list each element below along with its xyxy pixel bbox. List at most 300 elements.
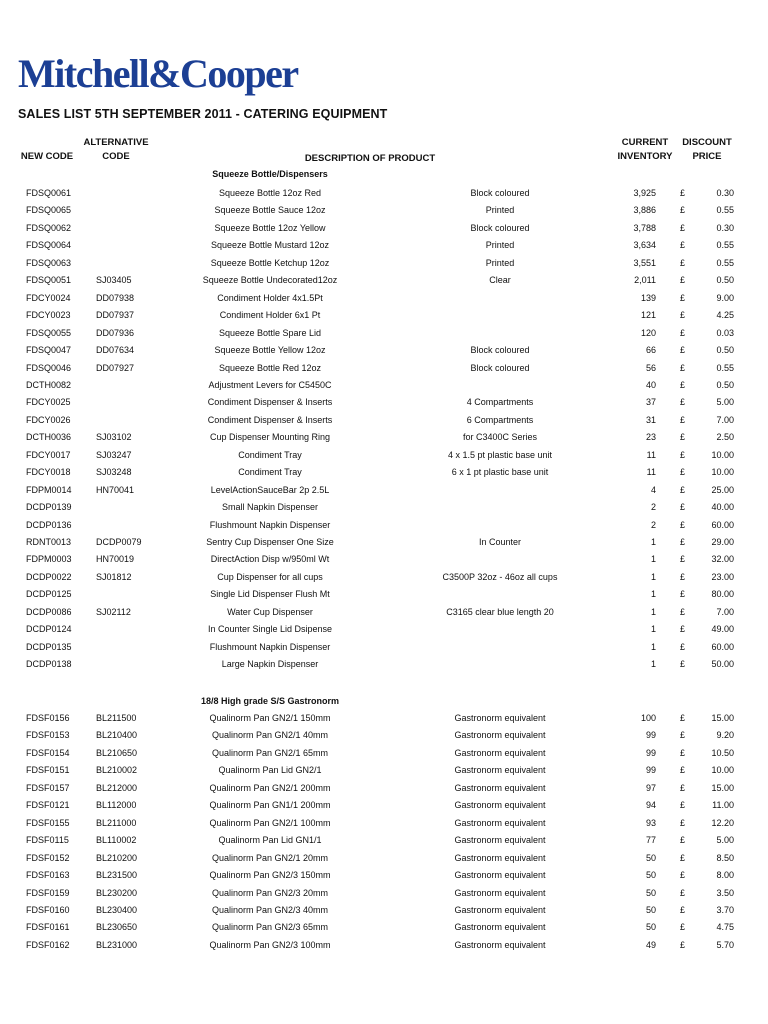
item-code: DCDP0135 — [26, 641, 72, 652]
alternative-code: DD07937 — [96, 310, 135, 321]
alternative-code: DD07927 — [96, 362, 135, 373]
alternative-code: DD07936 — [96, 327, 135, 338]
company-logo: Mitchell&Cooper — [18, 51, 298, 96]
table-row — [0, 762, 768, 779]
discount-price: 15.00 — [711, 782, 734, 793]
discount-price: 0.03 — [716, 327, 734, 338]
alternative-code: HN70019 — [96, 554, 135, 565]
table-row — [0, 220, 768, 237]
alternative-code: BL211500 — [96, 713, 137, 723]
product-note: Printed — [485, 240, 515, 251]
item-code: FDSF0163 — [26, 870, 70, 881]
table-row — [0, 621, 768, 638]
item-code: DCDP0138 — [26, 659, 72, 670]
item-code: FDSF0159 — [26, 887, 70, 898]
product-description: Squeeze Bottle Yellow 12oz — [214, 345, 326, 356]
discount-price: 12.20 — [711, 817, 734, 828]
discount-price: 9.20 — [716, 730, 734, 741]
product-note: Gastronorm equivalent — [454, 835, 546, 846]
current-inventory: 4 — [650, 484, 656, 495]
current-inventory: 1 — [650, 624, 656, 635]
item-code: FDPM0014 — [26, 484, 72, 495]
product-note: Gastronorm equivalent — [454, 782, 546, 793]
current-inventory: 37 — [645, 397, 656, 408]
discount-price: 25.00 — [711, 484, 734, 495]
current-inventory: 1 — [650, 589, 656, 600]
product-description: Qualinorm Pan GN2/1 100mm — [209, 817, 331, 828]
product-note: Clear — [489, 275, 511, 286]
alternative-code: SJ03248 — [96, 467, 132, 478]
table-row — [0, 867, 768, 884]
product-description: DirectAction Disp w/950ml Wt — [210, 554, 330, 565]
alternative-code: BL230200 — [96, 887, 138, 898]
discount-price: 7.00 — [716, 414, 734, 425]
discount-price: 15.00 — [711, 713, 734, 723]
discount-price: 32.00 — [711, 554, 734, 565]
currency-symbol: £ — [680, 432, 686, 443]
product-description: Qualinorm Pan GN2/1 65mm — [211, 747, 329, 758]
product-note: Gastronorm equivalent — [454, 747, 546, 758]
product-note: Gastronorm equivalent — [454, 852, 546, 863]
alternative-code: BL230400 — [96, 904, 138, 915]
currency-symbol: £ — [680, 713, 686, 723]
currency-symbol: £ — [680, 800, 686, 811]
current-inventory: 3,788 — [633, 222, 656, 233]
product-description: Qualinorm Pan Lid GN1/1 — [218, 835, 322, 846]
table-row — [0, 290, 768, 307]
item-code: FDSQ0065 — [26, 205, 72, 216]
current-inventory: 2 — [650, 502, 656, 513]
currency-symbol: £ — [680, 939, 686, 950]
discount-price: 8.00 — [716, 870, 734, 881]
item-code: FDCY0025 — [26, 397, 71, 408]
header-alt-code — [80, 136, 152, 164]
discount-price: 29.00 — [711, 537, 734, 547]
alternative-code: BL212000 — [96, 782, 138, 793]
current-inventory: 97 — [645, 782, 656, 793]
discount-price: 5.00 — [716, 397, 734, 408]
product-note: Gastronorm equivalent — [454, 765, 546, 776]
currency-symbol: £ — [680, 502, 686, 513]
item-code: DCDP0022 — [26, 571, 72, 582]
currency-symbol: £ — [680, 222, 686, 233]
product-note: Gastronorm equivalent — [454, 713, 546, 723]
alternative-code: BL210200 — [96, 852, 138, 863]
current-inventory: 77 — [645, 835, 656, 846]
discount-price: 10.00 — [711, 449, 734, 460]
discount-price: 0.50 — [716, 275, 734, 286]
currency-symbol: £ — [680, 835, 686, 846]
item-code: FDSQ0064 — [26, 240, 72, 251]
product-note: Gastronorm equivalent — [454, 904, 546, 915]
discount-price: 7.00 — [716, 606, 734, 617]
current-inventory: 99 — [645, 730, 656, 741]
product-note: Block coloured — [470, 345, 530, 356]
discount-price: 0.50 — [716, 345, 734, 356]
current-inventory: 1 — [650, 641, 656, 652]
alternative-code: DCDP0079 — [96, 537, 142, 547]
product-description: In Counter Single Lid Dsipense — [207, 624, 333, 635]
product-note: Gastronorm equivalent — [454, 800, 546, 811]
discount-price: 10.00 — [711, 765, 734, 776]
current-inventory: 93 — [645, 817, 656, 828]
product-note: Gastronorm equivalent — [454, 887, 546, 898]
current-inventory: 3,551 — [633, 257, 656, 268]
product-description: Water Cup Dispenser — [227, 606, 313, 617]
table-row — [0, 499, 768, 516]
discount-price: 8.50 — [716, 852, 734, 863]
product-description: Sentry Cup Dispenser One Size — [206, 537, 334, 547]
product-description: Squeeze Bottle Mustard 12oz — [210, 240, 330, 251]
currency-symbol: £ — [680, 292, 686, 303]
current-inventory: 100 — [640, 713, 656, 723]
table-row — [0, 377, 768, 394]
table-row — [0, 902, 768, 919]
alternative-code: DD07938 — [96, 292, 135, 303]
item-code: DCDP0136 — [26, 519, 72, 530]
currency-symbol: £ — [680, 275, 686, 286]
product-note: C3500P 32oz - 46oz all cups — [442, 571, 558, 582]
product-description: Qualinorm Pan GN2/3 100mm — [209, 939, 331, 950]
header-price-line1: DISCOUNT — [682, 137, 732, 148]
item-code: FDSQ0062 — [26, 222, 72, 233]
currency-symbol: £ — [680, 519, 686, 530]
alternative-code: BL230650 — [96, 922, 138, 933]
product-note: 6 x 1 pt plastic base unit — [451, 467, 549, 478]
current-inventory: 66 — [645, 345, 656, 356]
discount-price: 3.70 — [716, 904, 734, 915]
currency-symbol: £ — [680, 730, 686, 741]
current-inventory: 99 — [645, 747, 656, 758]
product-note: Gastronorm equivalent — [454, 870, 546, 881]
page-title: SALES LIST 5TH SEPTEMBER 2011 - CATERING EQUIPMENT — [18, 107, 388, 121]
currency-symbol: £ — [680, 327, 686, 338]
current-inventory: 23 — [645, 432, 656, 443]
table-row — [0, 325, 768, 342]
header-description: DESCRIPTION OF PRODUCT — [304, 153, 436, 164]
product-description: Qualinorm Pan GN2/1 200mm — [209, 782, 331, 793]
product-description: Squeeze Bottle Undecorated12oz — [202, 275, 338, 286]
currency-symbol: £ — [680, 188, 686, 198]
current-inventory: 139 — [640, 292, 656, 303]
product-description: Single Lid Dispenser Flush Mt — [210, 589, 330, 600]
table-row — [0, 919, 768, 936]
item-code: FDCY0018 — [26, 467, 71, 478]
alternative-code: BL211000 — [96, 817, 137, 828]
alternative-code: BL210650 — [96, 747, 138, 758]
alternative-code: SJ03102 — [96, 432, 132, 443]
current-inventory: 50 — [645, 922, 656, 933]
currency-symbol: £ — [680, 571, 686, 582]
table-row — [0, 569, 768, 586]
item-code: FDCY0024 — [26, 292, 71, 303]
product-description: Condiment Dispenser & Inserts — [207, 414, 333, 425]
product-note: In Counter — [478, 537, 522, 547]
discount-price: 0.50 — [716, 379, 734, 390]
item-code: FDSF0160 — [26, 904, 70, 915]
header-inventory — [610, 136, 680, 164]
currency-symbol: £ — [680, 397, 686, 408]
discount-price: 3.50 — [716, 887, 734, 898]
product-description: Condiment Holder 6x1 Pt — [219, 310, 321, 321]
current-inventory: 1 — [650, 554, 656, 565]
item-code: FDSQ0063 — [26, 257, 72, 268]
discount-price: 10.50 — [711, 747, 734, 758]
product-note: Gastronorm equivalent — [454, 922, 546, 933]
currency-symbol: £ — [680, 659, 686, 670]
discount-price: 0.55 — [716, 240, 734, 251]
product-description: Flushmount Napkin Dispenser — [209, 641, 331, 652]
item-code: DCDP0139 — [26, 502, 72, 513]
table-row — [0, 360, 768, 377]
header-alt-code-line2: CODE — [102, 151, 130, 162]
product-note: Gastronorm equivalent — [454, 939, 546, 950]
table-row — [0, 604, 768, 621]
product-note: Gastronorm equivalent — [454, 817, 546, 828]
item-code: FDSF0155 — [26, 817, 70, 828]
product-description: Qualinorm Pan Lid GN2/1 — [218, 765, 322, 776]
item-code: FDSF0154 — [26, 747, 70, 758]
alternative-code: BL110002 — [96, 835, 137, 846]
table-row — [0, 272, 768, 289]
currency-symbol: £ — [680, 362, 686, 373]
discount-price: 0.30 — [716, 188, 734, 198]
product-note: 4 Compartments — [466, 397, 534, 408]
currency-symbol: £ — [680, 606, 686, 617]
item-code: FDSF0115 — [26, 835, 69, 846]
current-inventory: 50 — [645, 852, 656, 863]
current-inventory: 1 — [650, 659, 656, 670]
currency-symbol: £ — [680, 484, 686, 495]
item-code: FDSF0152 — [26, 852, 70, 863]
product-description: Cup Dispenser for all cups — [217, 571, 323, 582]
section-title: Squeeze Bottle/Dispensers — [212, 169, 328, 179]
current-inventory: 11 — [646, 449, 656, 460]
table-row — [0, 551, 768, 568]
item-code: FDSF0162 — [26, 939, 70, 950]
discount-price: 49.00 — [711, 624, 734, 635]
currency-symbol: £ — [680, 310, 686, 321]
alternative-code: BL112000 — [96, 800, 137, 811]
product-note: Block coloured — [470, 222, 530, 233]
product-description: Squeeze Bottle Red 12oz — [218, 362, 322, 373]
item-code: FDCY0026 — [26, 414, 71, 425]
current-inventory: 40 — [645, 379, 656, 390]
header-inventory-line2: INVENTORY — [617, 151, 673, 162]
header-inventory-line1: CURRENT — [621, 137, 669, 148]
currency-symbol: £ — [680, 589, 686, 600]
currency-symbol: £ — [680, 852, 686, 863]
product-description: Condiment Tray — [238, 449, 302, 460]
discount-price: 5.70 — [716, 939, 734, 950]
table-row — [0, 586, 768, 603]
item-code: FDSF0153 — [26, 730, 70, 741]
current-inventory: 50 — [645, 887, 656, 898]
item-code: DCDP0124 — [26, 624, 72, 635]
table-row — [0, 464, 768, 481]
product-description: Qualinorm Pan GN2/1 20mm — [211, 852, 329, 863]
product-description: Qualinorm Pan GN2/3 20mm — [211, 887, 329, 898]
product-description: Qualinorm Pan GN2/3 40mm — [211, 904, 329, 915]
item-code: FDSQ0055 — [26, 327, 72, 338]
current-inventory: 50 — [645, 904, 656, 915]
alternative-code: BL210002 — [96, 765, 138, 776]
alternative-code: SJ03247 — [96, 449, 132, 460]
item-code: FDCY0017 — [26, 449, 71, 460]
alternative-code: DD07634 — [96, 345, 135, 356]
table-row — [0, 517, 768, 534]
table-row — [0, 710, 768, 727]
table-row — [0, 534, 768, 551]
header-price — [676, 136, 738, 164]
currency-symbol: £ — [680, 870, 686, 881]
currency-symbol: £ — [680, 765, 686, 776]
table-row — [0, 832, 768, 849]
current-inventory: 120 — [640, 327, 656, 338]
discount-price: 0.55 — [716, 362, 734, 373]
current-inventory: 1 — [650, 571, 656, 582]
item-code: FDSF0161 — [26, 922, 70, 933]
product-description: Squeeze Bottle Sauce 12oz — [214, 205, 326, 216]
discount-price: 4.25 — [716, 310, 734, 321]
item-code: FDSF0156 — [26, 713, 70, 723]
table-row — [0, 237, 768, 254]
product-note: for C3400C Series — [462, 432, 538, 443]
current-inventory: 99 — [645, 765, 656, 776]
section-title: 18/8 High grade S/S Gastronorm — [200, 696, 340, 706]
discount-price: 60.00 — [711, 641, 734, 652]
item-code: DCDP0086 — [26, 606, 72, 617]
product-description: Adjustment Levers for C5450C — [208, 379, 332, 390]
alternative-code: SJ01812 — [96, 571, 132, 582]
product-note: 4 x 1.5 pt plastic base unit — [447, 449, 553, 460]
current-inventory: 3,925 — [633, 188, 656, 198]
discount-price: 10.00 — [711, 467, 734, 478]
currency-symbol: £ — [680, 554, 686, 565]
current-inventory: 2 — [650, 519, 656, 530]
table-row — [0, 885, 768, 902]
current-inventory: 50 — [645, 870, 656, 881]
product-description: Large Napkin Dispenser — [221, 659, 319, 670]
discount-price: 5.00 — [716, 835, 734, 846]
current-inventory: 3,886 — [633, 205, 656, 216]
currency-symbol: £ — [680, 887, 686, 898]
table-row — [0, 447, 768, 464]
currency-symbol: £ — [680, 782, 686, 793]
table-row — [0, 815, 768, 832]
discount-price: 60.00 — [711, 519, 734, 530]
table-row — [0, 745, 768, 762]
current-inventory: 94 — [645, 800, 656, 811]
currency-symbol: £ — [680, 747, 686, 758]
discount-price: 11.00 — [712, 800, 734, 811]
product-description: Qualinorm Pan GN2/3 65mm — [211, 922, 329, 933]
table-row — [0, 429, 768, 446]
currency-symbol: £ — [680, 904, 686, 915]
table-row — [0, 342, 768, 359]
currency-symbol: £ — [680, 817, 686, 828]
header-new-code: NEW CODE — [20, 151, 74, 162]
currency-symbol: £ — [680, 922, 686, 933]
item-code: FDCY0023 — [26, 310, 71, 321]
header-price-line2: PRICE — [692, 151, 722, 162]
current-inventory: 2,011 — [634, 275, 656, 286]
table-row — [0, 797, 768, 814]
table-row — [0, 656, 768, 673]
table-row — [0, 202, 768, 219]
product-description: Condiment Tray — [238, 467, 302, 478]
alternative-code: BL231500 — [96, 870, 138, 881]
currency-symbol: £ — [680, 414, 686, 425]
current-inventory: 11 — [646, 467, 656, 478]
current-inventory: 31 — [645, 414, 656, 425]
currency-symbol: £ — [680, 467, 686, 478]
currency-symbol: £ — [680, 345, 686, 356]
alternative-code: SJ03405 — [96, 275, 132, 286]
product-note: Block coloured — [470, 188, 530, 198]
alternative-code: BL210400 — [96, 730, 138, 741]
currency-symbol: £ — [680, 205, 686, 216]
item-code: FDSQ0061 — [26, 188, 72, 198]
product-description: Qualinorm Pan GN2/3 150mm — [209, 870, 331, 881]
product-note: Printed — [485, 257, 515, 268]
alternative-code: BL231000 — [96, 939, 138, 950]
table-row — [0, 937, 768, 954]
product-note: C3165 clear blue length 20 — [446, 606, 554, 617]
product-description: Small Napkin Dispenser — [221, 502, 319, 513]
currency-symbol: £ — [680, 624, 686, 635]
discount-price: 23.00 — [711, 571, 734, 582]
currency-symbol: £ — [680, 449, 686, 460]
table-row — [0, 482, 768, 499]
product-note: Block coloured — [470, 362, 530, 373]
discount-price: 0.55 — [716, 205, 734, 216]
discount-price: 0.55 — [716, 257, 734, 268]
table-row — [0, 780, 768, 797]
current-inventory: 1 — [650, 606, 656, 617]
discount-price: 50.00 — [711, 659, 734, 670]
discount-price: 40.00 — [711, 502, 734, 513]
discount-price: 9.00 — [716, 292, 734, 303]
product-note: 6 Compartments — [466, 414, 534, 425]
item-code: DCTH0036 — [26, 432, 72, 443]
table-row — [0, 639, 768, 656]
item-code: FDSF0157 — [26, 782, 70, 793]
item-code: FDSF0121 — [26, 800, 70, 811]
product-description: Squeeze Bottle Spare Lid — [218, 327, 322, 338]
item-code: FDSQ0051 — [26, 275, 72, 286]
current-inventory: 121 — [640, 310, 656, 321]
product-description: Condiment Dispenser & Inserts — [207, 397, 333, 408]
product-description: Condiment Holder 4x1.5Pt — [217, 292, 323, 303]
product-description: Qualinorm Pan GN1/1 200mm — [209, 800, 331, 811]
currency-symbol: £ — [680, 537, 686, 547]
product-description: Squeeze Bottle Ketchup 12oz — [210, 257, 330, 268]
currency-symbol: £ — [680, 257, 686, 268]
alternative-code: HN70041 — [96, 484, 135, 495]
currency-symbol: £ — [680, 641, 686, 652]
table-row — [0, 394, 768, 411]
item-code: DCDP0125 — [26, 589, 72, 600]
item-code: FDSF0151 — [26, 765, 70, 776]
current-inventory: 3,634 — [633, 240, 656, 251]
discount-price: 80.00 — [711, 589, 734, 600]
discount-price: 0.30 — [716, 222, 734, 233]
table-row — [0, 307, 768, 324]
product-description: Qualinorm Pan GN2/1 40mm — [211, 730, 329, 741]
table-row — [0, 412, 768, 429]
item-code: DCTH0082 — [26, 379, 72, 390]
